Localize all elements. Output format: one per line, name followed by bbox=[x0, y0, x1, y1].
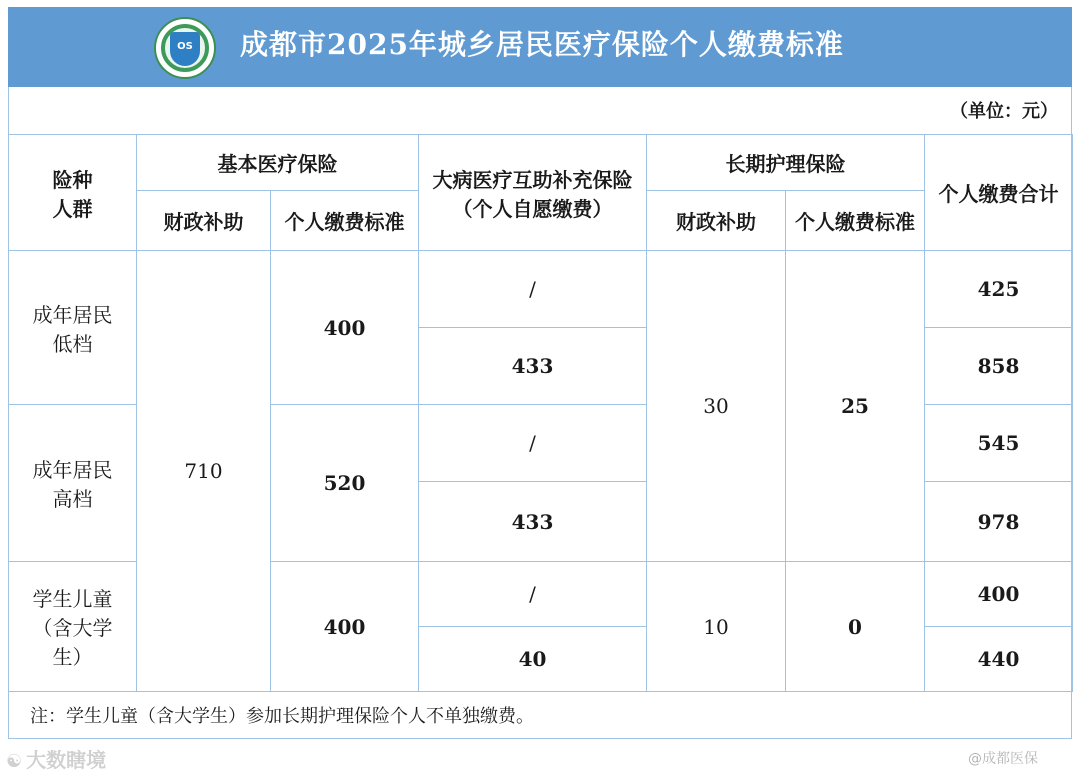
total-cell: 440 bbox=[925, 627, 1073, 692]
weibo-icon: ☯ bbox=[6, 751, 23, 772]
group-label-line-2: 低档 bbox=[52, 331, 93, 356]
basic-insurance-header: 基本医疗保险 bbox=[137, 135, 419, 191]
serious-illness-cell: / bbox=[419, 405, 647, 482]
corner-header bbox=[9, 135, 137, 251]
group-label-line-2: 高档 bbox=[52, 487, 93, 511]
group-label-line-2: （含大学 bbox=[32, 616, 113, 640]
adult-care-fiscal-cell: 30 bbox=[647, 251, 786, 562]
total-cell: 400 bbox=[925, 562, 1073, 627]
serious-illness-cell: 40 bbox=[419, 627, 647, 692]
unit-label: （单位：元） bbox=[950, 101, 1058, 122]
basic-personal-cell: 520 bbox=[271, 405, 419, 562]
serious-illness-cell: 433 bbox=[419, 328, 647, 405]
basic-personal-cell: 400 bbox=[271, 251, 419, 405]
student-care-personal-cell: 0 bbox=[786, 562, 925, 692]
long-term-care-header: 长期护理保险 bbox=[647, 135, 925, 191]
basic-personal-cell: 400 bbox=[271, 562, 419, 692]
corner-line-2: 人群 bbox=[52, 196, 93, 221]
fiscal-subsidy-header: 财政补助 bbox=[137, 191, 271, 251]
watermark-right: @成都医保 bbox=[968, 751, 1038, 767]
serious-illness-line-1: 大病医疗互助补充保险 bbox=[432, 167, 633, 192]
total-cell: 425 bbox=[925, 251, 1073, 328]
total-header: 个人缴费合计 bbox=[925, 135, 1073, 251]
group-label-adult-low bbox=[9, 251, 137, 405]
total-cell: 858 bbox=[925, 328, 1073, 405]
basic-fiscal-subsidy-cell: 710 bbox=[137, 251, 271, 692]
care-fiscal-subsidy-header: 财政补助 bbox=[647, 191, 786, 251]
group-label-line-1: 成年居民 bbox=[32, 302, 113, 327]
medical-insurance-logo bbox=[154, 17, 216, 79]
total-cell: 545 bbox=[925, 405, 1073, 482]
personal-standard-header: 个人缴费标准 bbox=[271, 191, 419, 251]
serious-illness-header bbox=[419, 135, 647, 251]
serious-illness-line-2: （个人自愿缴费） bbox=[452, 196, 613, 221]
footnote: 注：学生儿童（含大学生）参加长期护理保险个人不单独缴费。 bbox=[30, 706, 534, 727]
group-label-line-3: 生） bbox=[52, 645, 93, 669]
student-care-fiscal-cell: 10 bbox=[647, 562, 786, 692]
care-personal-standard-header: 个人缴费标准 bbox=[786, 191, 925, 251]
serious-illness-cell: / bbox=[419, 562, 647, 627]
shield-icon: OS bbox=[170, 32, 200, 66]
group-label-students bbox=[9, 562, 137, 692]
corner-line-1: 险种 bbox=[52, 167, 93, 192]
watermark-left-text: 大数瞎境 bbox=[26, 748, 107, 772]
group-label-line-1: 学生儿童 bbox=[32, 587, 113, 611]
page-title: 成都市2025年城乡居民医疗保险个人缴费标准 bbox=[240, 28, 844, 61]
total-cell: 978 bbox=[925, 482, 1073, 562]
group-label-adult-high bbox=[9, 405, 137, 562]
watermark-left bbox=[6, 744, 106, 773]
group-label-line-1: 成年居民 bbox=[32, 458, 113, 482]
contribution-table bbox=[8, 134, 1073, 692]
serious-illness-cell: 433 bbox=[419, 482, 647, 562]
serious-illness-cell: / bbox=[419, 251, 647, 328]
adult-care-personal-cell: 25 bbox=[786, 251, 925, 562]
